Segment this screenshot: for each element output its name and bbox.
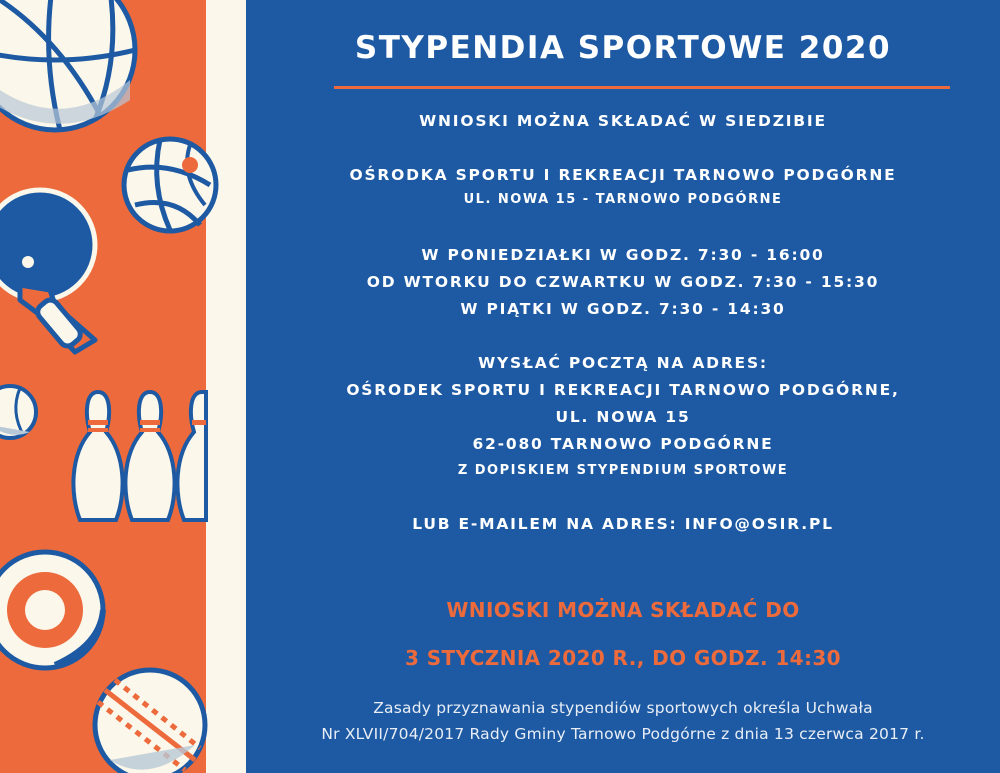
announcement-panel: [246, 0, 1000, 773]
address-line: OŚRODEK SPORTU I REKREACJI TARNOWO PODGÓRNE,: [346, 381, 900, 399]
regulation-note: Zasady przyznawania stypendiów sportowych określa Uchwała: [373, 699, 873, 717]
email-line: LUB E-MAILEM NA ADRES: INFO@OSIR.PL: [412, 515, 834, 533]
regulation-note: Nr XLVII/704/2017 Rady Gminy Tarnowo Podgórne z dnia 13 czerwca 2017 r.: [321, 725, 925, 743]
hours-line: W PONIEDZIAŁKI W GODZ. 7:30 - 16:00: [421, 246, 825, 264]
address-line: 62-080 TARNOWO PODGÓRNE: [472, 435, 774, 453]
deadline-line: WNIOSKI MOŻNA SKŁADAĆ DO: [446, 598, 800, 622]
baseball-icon: [0, 386, 36, 438]
hours-line: W PIĄTKI W GODZ. 7:30 - 14:30: [460, 300, 786, 318]
sports-decoration-panel: [0, 0, 246, 773]
hours-line: OD WTORKU DO CZWARTKU W GODZ. 7:30 - 15:30: [366, 273, 880, 291]
page-title: STYPENDIA SPORTOWE 2020: [354, 30, 892, 66]
address-line: UL. NOWA 15: [555, 408, 691, 426]
deadline-line: 3 STYCZNIA 2020 R., DO GODZ. 14:30: [405, 646, 841, 670]
cricket-ball-icon: [95, 670, 205, 773]
info-line: OŚRODKA SPORTU I REKREACJI TARNOWO PODGÓRNE: [349, 166, 897, 184]
target-icon: [0, 552, 103, 668]
volleyball-icon: [124, 139, 216, 231]
address-line: WYSŁAĆ POCZTĄ NA ADRES:: [478, 354, 768, 372]
info-line: UL. NOWA 15 - TARNOWO PODGÓRNE: [463, 192, 783, 207]
address-line: Z DOPISKIEM STYPENDIUM SPORTOWE: [457, 463, 789, 478]
info-line: WNIOSKI MOŻNA SKŁADAĆ W SIEDZIBIE: [419, 112, 827, 130]
title-underline: [334, 86, 950, 89]
